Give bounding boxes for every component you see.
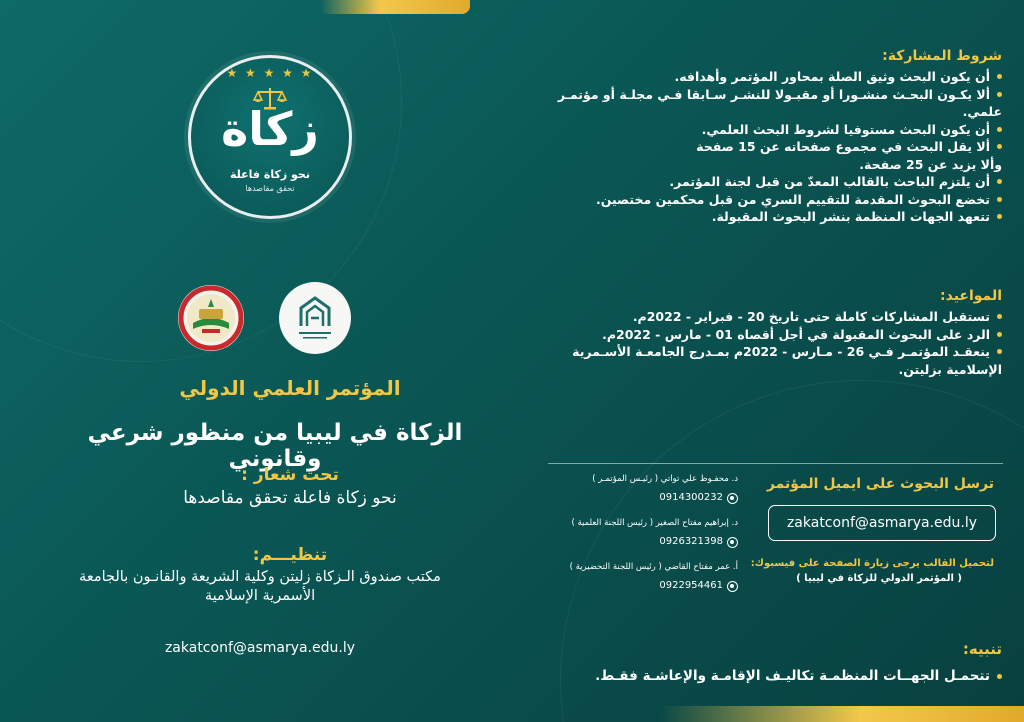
contact-item bbox=[548, 561, 738, 605]
whatsapp-icon bbox=[727, 581, 738, 592]
whatsapp-icon bbox=[727, 537, 738, 548]
logo-subtitle: نحو زكاة فاعلة bbox=[230, 168, 310, 181]
conditions-list bbox=[547, 68, 1002, 226]
organizer-label: تنظيـــم: bbox=[252, 545, 328, 565]
submission-email-box[interactable]: zakatconf@asmarya.edu.ly bbox=[768, 505, 996, 541]
dates-heading: المواعيد: bbox=[940, 288, 1002, 304]
list-item: ينعقـد المؤتمـر فـي 26 - مـارس - 2022م بمـدرج الجامعـة الأسـمرية bbox=[547, 343, 1002, 361]
list-item: تتحمـل الجهــات المنظمـة تكاليـف الإقامـة والإعاشـة فقـط. bbox=[547, 668, 1002, 686]
list-item: تتعهد الجهات المنظمة بنشر البحوث المقبولة. bbox=[547, 208, 1002, 226]
contact-item bbox=[548, 517, 738, 561]
list-item: تستقبل المشاركات كاملة حتى تاريخ 20 - فبراير - 2022م. bbox=[547, 308, 1002, 326]
slogan-label: تحت شعار : bbox=[241, 465, 339, 485]
list-item: علمي. bbox=[962, 104, 1002, 119]
conference-label: المؤتمر العلمي الدولي bbox=[179, 376, 401, 400]
whatsapp-icon bbox=[727, 493, 738, 504]
list-item: الرد على البحوث المقبولة في أجل أقصاه 01 - مارس - 2022م. bbox=[547, 326, 1002, 344]
slogan-text: نحو زكاة فاعلة تحقق مقاصدها bbox=[183, 488, 397, 508]
organizer-line-1: مكتب صندوق الـزكاة زليتن وكلية الشريعة والقانـون بالجامعة bbox=[79, 569, 441, 585]
contact-phone[interactable] bbox=[659, 535, 738, 549]
contact-item bbox=[548, 473, 738, 517]
note-list bbox=[547, 668, 1002, 686]
asmarya-university-logo bbox=[178, 285, 244, 351]
facebook-page-name[interactable]: ( المؤتمر الدولي للزكاة في ليبيا ) bbox=[796, 573, 962, 584]
list-item: أن يلتزم الباحث بالقالب المعدّ من قبل لجنة المؤتمر. bbox=[547, 173, 1002, 191]
phone-number: 0914300232 bbox=[659, 492, 723, 503]
list-item: أن يكون البحث وثيق الصلة بمحاور المؤتمر وأهدافه. bbox=[547, 68, 1002, 86]
list-item: وألا يزيد عن 25 صفحة. bbox=[859, 156, 1002, 172]
zakah-fund-emblem-icon bbox=[279, 282, 351, 354]
list-item: ألا يقل البحث في مجموع صفحاته عن 15 صفحة bbox=[547, 138, 1002, 156]
logo-subtitle-2: تحقق مقاصدها bbox=[245, 184, 295, 193]
submission-heading: ترسل البحوث على ايميل المؤتمر bbox=[766, 476, 994, 492]
contact-name: د. إبراهيم مفتاح الصغير ( رئيس اللجنة العلمية ) bbox=[571, 518, 738, 528]
contacts-list bbox=[548, 473, 738, 605]
list-item: تخضع البحوث المقدمة للتقييم السري من قبل محكمين مختصين. bbox=[547, 191, 1002, 209]
contact-phone[interactable] bbox=[659, 491, 738, 505]
conditions-heading: شروط المشاركة: bbox=[882, 48, 1002, 64]
facebook-instruction: لتحميل القالب يرجى زيارة الصفحة على فيسبوك: bbox=[750, 558, 994, 569]
phone-number: 0922954461 bbox=[659, 580, 723, 591]
list-item: أن يكون البحث مستوفيا لشروط البحث العلمي. bbox=[547, 121, 1002, 139]
gold-accent-bar-top bbox=[320, 0, 470, 14]
zakat-logo bbox=[188, 55, 352, 219]
list-item: الإسلامية بزليتن. bbox=[898, 361, 1002, 377]
organizer-line-2: الأسمرية الإسلامية bbox=[204, 588, 316, 604]
contact-phone[interactable] bbox=[659, 579, 738, 593]
phone-number: 0926321398 bbox=[659, 536, 723, 547]
organizer-text bbox=[30, 568, 490, 606]
university-emblem-icon bbox=[178, 285, 244, 351]
contact-name: أ. عمر مفتاح القاضي ( رئيس اللجنة التحضيرية ) bbox=[569, 562, 738, 572]
zliten-zakah-fund-logo bbox=[279, 282, 351, 354]
list-item: ألا يكـون البحـث منشـورا أو مقبـولا للنشـر سـابقا فـي مجلـة أو مؤتمـر bbox=[547, 86, 1002, 104]
dates-list bbox=[547, 308, 1002, 378]
logo-stars: ★ ★ ★ ★ ★ bbox=[226, 66, 314, 80]
contact-name: د. محفـوظ علي تواتي ( رئيـس المؤتمـر ) bbox=[592, 474, 738, 484]
note-heading: تنبيه: bbox=[962, 640, 1002, 658]
section-divider bbox=[548, 463, 1003, 464]
conference-title: الزكاة في ليبيا من منظور شرعي وقانوني bbox=[87, 420, 463, 472]
conference-email-link[interactable]: zakatconf@asmarya.edu.ly bbox=[164, 640, 356, 656]
logo-word: زكاة bbox=[221, 102, 319, 156]
gold-accent-bar-bottom bbox=[660, 706, 1024, 722]
